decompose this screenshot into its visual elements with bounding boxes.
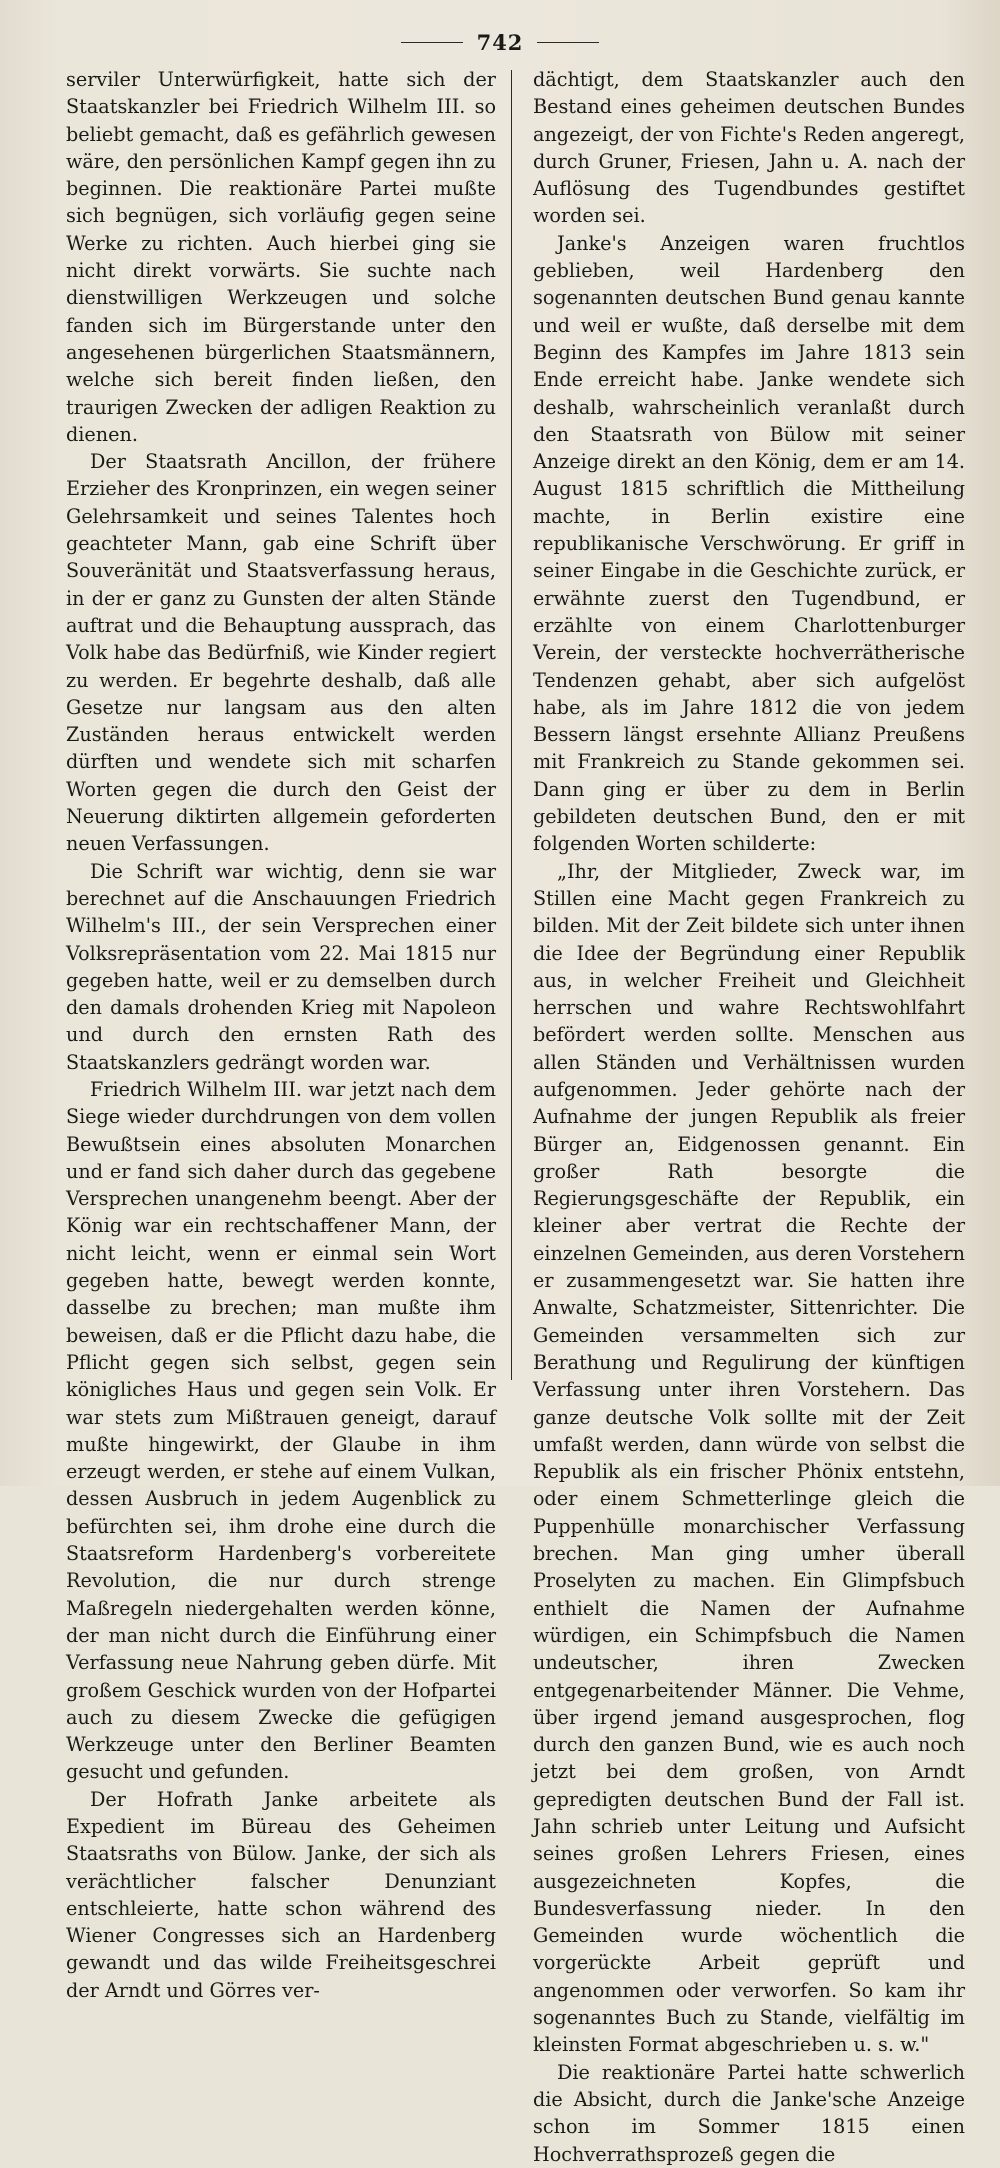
- right-column: [533, 66, 965, 2168]
- paragraph: Der Hofrath Janke arbeitete als Expedient im Büreau des Geheimen Staatsraths von Bülow. Janke, der sich als verächtlicher falscher Denunziant entschleierte, hatte schon während des Wiener Congresses sich an Hardenberg gewandt und das wilde Freiheitsgeschrei der Arndt und Görres ver-: [66, 1787, 496, 2002]
- page-header: [0, 30, 1000, 55]
- header-rule-right: [537, 42, 599, 43]
- page-number: 742: [476, 30, 524, 55]
- quoted-paragraph: „Ihr, der Mitglieder, Zweck war, im Stillen eine Macht gegen Frankreich zu bilden. Mit der Zeit bildete sich unter ihnen die Idee der Begründung einer Republik aus, in welcher Freiheit und Gleichheit herrschen und wahre Rechtswohlfahrt befördert werden sollte. Menschen aus allen Ständen und Verhältnissen wurden aufgenommen. Jeder gehörte nach der Aufnahme der jungen Republik als freier Bürger an, Eidgenossen genannt. Ein großer Rath besorgte die Regierungsgeschäfte der Republik, ein kleiner aber vertrat die Rechte der einzelnen Gemeinden, aus deren Vorstehern er zusammengesetzt war. Sie hatten ihre Anwalte, Schatzmeister, Sittenrichter. Die Gemeinden versammelten sich zur Berathung und Regulirung der künftigen Verfassung unter ihren Vorstehern. Das ganze deutsche Volk sollte mit der Zeit umfaßt werden, dann würde von selbst die Republik als ein frischer Phönix entstehn, oder einem Schmetterlinge gleich die Puppenhülle monarchischer Verfassung brechen. Man ging umher überall Proselyten zu machen. Ein Glimpfsbuch enthielt die Namen der Aufnahme würdigen, ein Schimpfsbuch die Namen undeutscher, ihren Zwecken entgegenarbeitender Männer. Die Vehme, über irgend jemand ausgesprochen, flog durch den ganzen Bund, wie es auch noch jetzt bei dem großen, von Arndt gepredigten deutschen Bund der Fall ist. Jahn schrieb unter Leitung und Aufsicht seines großen Lehrers Friesen, eines ausgezeichneten Kopfes, die Bundesverfassung nieder. In den Gemeinden wurde wöchentlich die vorgerückte Arbeit geprüft und angenommen oder verworfen. So kam ihr sogenanntes Buch zu Stande, vielfältig im kleinsten Format abgeschrieben u. s. w.": [533, 859, 965, 2057]
- column-divider: [511, 70, 512, 1380]
- header-rule-left: [401, 42, 463, 43]
- paragraph: Friedrich Wilhelm III. war jetzt nach dem Siege wieder durchdrungen von dem vollen Bewußtsein eines absoluten Monarchen und er fand sich daher durch das gegebene Versprechen unangenehm beengt. Aber der König war ein rechtschaffener Mann, der nicht leicht, wenn er einmal sein Wort gegeben hatte, bewegt werden konnte, dasselbe zu brechen; man mußte ihm beweisen, daß er die Pflicht dazu habe, die Pflicht gegen sich selbst, gegen sein königliches Haus und gegen sein Volk. Er war stets zum Mißtrauen geneigt, darauf mußte hingewirkt, der Glaube in ihm erzeugt werden, er stehe auf einem Vulkan, dessen Ausbruch in jedem Augenblick zu befürchten sei, ihm drohe eine durch die Staatsreform Hardenberg's vorbereitete Revolution, die nur durch strenge Maßregeln niedergehalten werden könne, der man nicht durch die Einführung einer Verfassung neue Nahrung geben dürfe. Mit großem Geschick wurden von der Hofpartei auch zu diesem Zwecke die gefügigen Werkzeuge unter den Berliner Beamten gesucht und gefunden.: [66, 1077, 496, 1784]
- left-column: [66, 66, 496, 2004]
- paragraph: Die reaktionäre Partei hatte schwerlich die Absicht, durch die Janke'sche Anzeige schon im Sommer 1815 einen Hochverrathsprozeß gegen die: [533, 2060, 965, 2166]
- paragraph: dächtigt, dem Staatskanzler auch den Bestand eines geheimen deutschen Bundes angezeigt, der von Fichte's Reden angeregt, durch Gruner, Friesen, Jahn u. A. nach der Auflösung des Tugendbundes gestiftet worden sei.: [533, 68, 965, 228]
- paragraph: serviler Unterwürfigkeit, hatte sich der Staatskanzler bei Friedrich Wilhelm III. so beliebt gemacht, daß es gefährlich gewesen wäre, den persönlichen Kampf gegen ihn zu beginnen. Die reaktionäre Partei mußte sich begnügen, sich vorläufig gegen seine Werke zu richten. Auch hierbei ging sie nicht direkt vorwärts. Sie suchte nach dienstwilligen Werkzeugen und solche fanden sich im Bürgerstande unter den angesehenen bürgerlichen Staatsmännern, welche sich bereit finden ließen, den traurigen Zwecken der adligen Reaktion zu dienen.: [66, 68, 496, 446]
- paragraph: Janke's Anzeigen waren fruchtlos geblieben, weil Hardenberg den sogenannten deutschen Bund genau kannte und weil er wußte, daß derselbe mit dem Beginn des Kampfes im Jahre 1813 sein Ende erreicht habe. Janke wendete sich deshalb, wahrscheinlich veranlaßt durch den Staatsrath von Bülow mit seiner Anzeige direkt an den König, dem er am 14. August 1815 schriftlich die Mittheilung machte, in Berlin existire eine republikanische Verschwörung. Er griff in seiner Eingabe in die Geschichte zurück, er erwähnte zuerst den Tugendbund, er erzählte von einem Charlottenburger Verein, der versteckte hochverrätherische Tendenzen gehabt, aber sich aufgelöst habe, als im Jahre 1812 die von jedem Bessern längst ersehnte Allianz Preußens mit Frankreich zu Stande gekommen sei. Dann ging er über zu dem in Berlin gebildeten deutschen Bund, den er mit folgenden Worten schilderte:: [533, 231, 965, 856]
- paragraph: Der Staatsrath Ancillon, der frühere Erzieher des Kronprinzen, ein wegen seiner Gelehrsamkeit und seines Talentes hoch geachteter Mann, gab eine Schrift über Souveränität und Staatsverfassung heraus, in der er ganz zu Gunsten der alten Stände auftrat und die Behauptung aussprach, das Volk habe das Bedürfniß, wie Kinder regiert zu werden. Er begehrte deshalb, daß alle Gesetze nur langsam aus den alten Zuständen heraus entwickelt werden dürften und wendete sich mit scharfen Worten gegen die durch den Geist der Neuerung diktirten allgemein geforderten neuen Verfassungen.: [66, 450, 496, 856]
- paragraph: Die Schrift war wichtig, denn sie war berechnet auf die Anschauungen Friedrich Wilhelm's III., der sein Versprechen einer Volksrepräsentation vom 22. Mai 1815 nur gegeben hatte, weil er zu demselben durch den damals drohenden Krieg mit Napoleon und durch den ernsten Rath des Staatskanzlers gedrängt worden war.: [66, 859, 496, 1074]
